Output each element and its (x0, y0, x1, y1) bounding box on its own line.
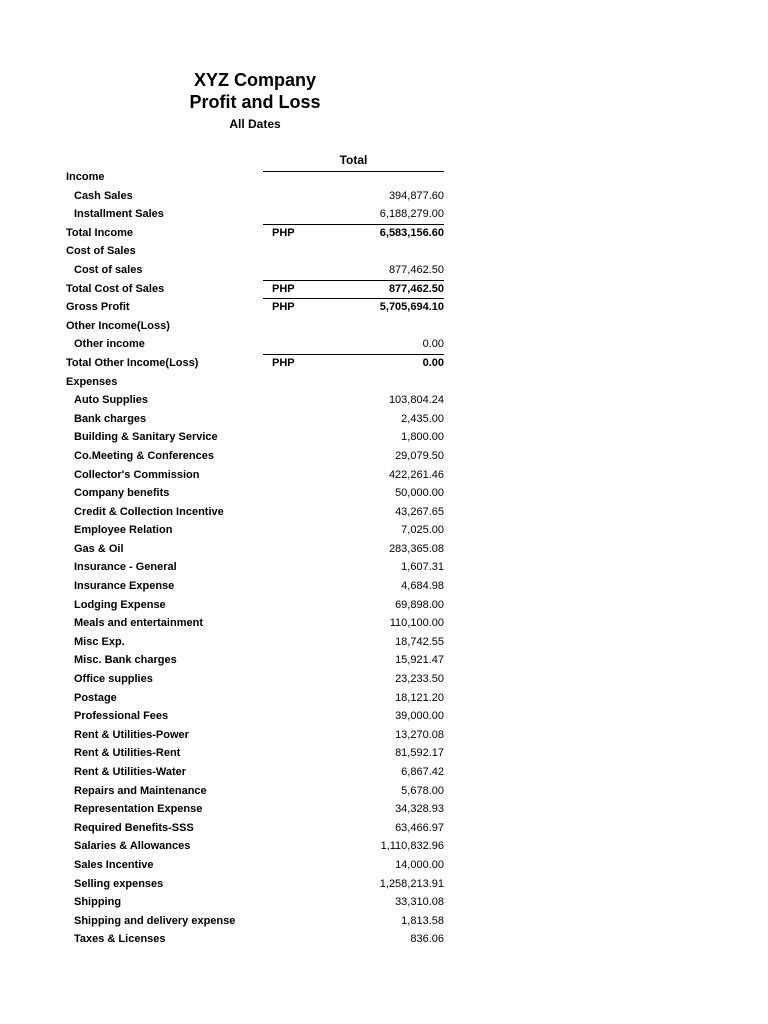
line-item-row (0, 707, 768, 726)
row-amount: 7,025.00 (401, 524, 444, 537)
line-item-row (0, 930, 768, 949)
row-label: Total Cost of Sales (66, 282, 165, 295)
line-item-row (0, 800, 768, 819)
row-amount: 422,261.46 (388, 468, 444, 481)
row-label: Cash Sales (74, 189, 133, 202)
line-item-row (0, 670, 768, 689)
line-item-row (0, 205, 768, 224)
line-item-row (0, 521, 768, 540)
row-amount: 29,079.50 (395, 449, 444, 462)
line-item-row (0, 261, 768, 280)
line-item-row (0, 726, 768, 745)
row-label: Misc Exp. (74, 635, 125, 648)
line-item-row (0, 782, 768, 801)
report-rows (0, 168, 768, 949)
report-title: Profit and Loss (189, 92, 321, 112)
row-label: Other Income(Loss) (66, 319, 170, 332)
row-amount: 15,921.47 (395, 654, 444, 667)
row-label: Auto Supplies (74, 394, 148, 407)
row-label: Taxes & Licenses (74, 933, 166, 946)
row-label: Collector's Commission (74, 468, 200, 481)
row-label: Insurance - General (74, 561, 177, 574)
row-label: Company benefits (74, 487, 170, 500)
row-amount: 23,233.50 (395, 673, 444, 686)
row-label: Postage (74, 691, 117, 704)
line-item-row (0, 540, 768, 559)
row-label: Sales Incentive (74, 858, 154, 871)
row-label: Rent & Utilities-Water (74, 766, 187, 778)
row-amount: 81,592.17 (395, 747, 444, 760)
row-label: Installment Sales (74, 208, 164, 221)
line-item-row (0, 558, 768, 577)
row-amount: 1,607.31 (401, 561, 444, 574)
row-amount: 2,435.00 (401, 412, 444, 425)
line-item-row (0, 335, 768, 354)
row-amount: 5,678.00 (401, 784, 444, 797)
line-item-row (0, 837, 768, 856)
row-label: Credit & Collection Incentive (74, 505, 224, 518)
row-label: Rent & Utilities-Power (74, 728, 189, 741)
row-label: Representation Expense (74, 803, 203, 816)
row-amount: 63,466.97 (395, 821, 444, 834)
row-amount: 50,000.00 (395, 487, 444, 500)
line-item-row (0, 447, 768, 466)
line-item-row (0, 912, 768, 931)
row-currency: PHP (272, 356, 295, 369)
row-label: Gas & Oil (74, 542, 124, 555)
section-header-row (0, 242, 768, 261)
row-label: Office supplies (74, 673, 153, 686)
row-label: Selling expenses (74, 877, 164, 890)
line-item-row (0, 428, 768, 447)
row-amount: 283,365.08 (388, 542, 444, 555)
line-item-row (0, 391, 768, 410)
row-label: Gross Profit (66, 301, 130, 314)
line-item-row (0, 503, 768, 522)
line-item-row (0, 577, 768, 596)
row-amount: 110,100.00 (389, 617, 444, 630)
row-amount: 394,877.60 (388, 189, 444, 202)
row-amount: 0.00 (422, 338, 444, 351)
line-item-row (0, 651, 768, 670)
line-item-row (0, 893, 768, 912)
row-amount: 18,121.20 (395, 691, 444, 704)
line-item-row (0, 410, 768, 429)
row-currency: PHP (272, 226, 295, 239)
row-label: Expenses (66, 375, 118, 388)
row-currency: PHP (272, 282, 295, 295)
row-amount: 34,328.93 (395, 803, 444, 816)
row-label: Co.Meeting & Conferences (74, 449, 214, 462)
report-period: All Dates (229, 117, 281, 131)
line-item-row (0, 763, 768, 782)
row-amount: 6,188,279.00 (379, 208, 444, 221)
row-amount: 13,270.08 (395, 728, 444, 741)
row-amount: 14,000.00 (395, 858, 444, 871)
row-label: Lodging Expense (74, 598, 166, 611)
row-label: Total Other Income(Loss) (66, 356, 199, 369)
row-label: Rent & Utilities-Rent (74, 747, 181, 760)
row-label: Professional Fees (74, 710, 169, 723)
row-amount: 1,258,213.91 (379, 877, 444, 890)
section-header-row (0, 373, 768, 392)
total-row (0, 354, 768, 373)
line-item-row (0, 187, 768, 206)
row-label: Cost of Sales (66, 245, 136, 258)
line-item-row (0, 596, 768, 615)
row-amount: 18,742.55 (395, 635, 444, 648)
line-item-row (0, 744, 768, 763)
row-amount: 39,000.00 (395, 710, 444, 723)
row-amount: 5,705,694.10 (379, 301, 444, 314)
line-item-row (0, 819, 768, 838)
row-label: Bank charges (74, 412, 147, 425)
section-header-row (0, 168, 768, 187)
row-label: Insurance Expense (74, 580, 175, 593)
total-row (0, 280, 768, 299)
row-amount: 4,684.98 (401, 580, 444, 593)
row-label: Total Income (66, 226, 134, 239)
row-amount: 0.00 (422, 356, 444, 369)
line-item-row (0, 614, 768, 633)
line-item-row (0, 856, 768, 875)
row-amount: 6,583,156.60 (379, 226, 444, 239)
row-amount: 1,110,832.96 (380, 840, 444, 853)
total-row (0, 298, 768, 317)
row-currency: PHP (272, 301, 295, 314)
section-header-row (0, 317, 768, 336)
line-item-row (0, 689, 768, 708)
row-label: Meals and entertainment (74, 617, 203, 630)
line-item-row (0, 466, 768, 485)
row-amount: 43,267.65 (395, 505, 444, 518)
row-label: Required Benefits-SSS (74, 821, 194, 834)
row-label: Shipping and delivery expense (74, 914, 236, 927)
row-amount: 836.06 (410, 933, 444, 946)
row-amount: 6,867.42 (401, 766, 444, 778)
row-label: Repairs and Maintenance (74, 784, 207, 797)
row-amount: 33,310.08 (395, 896, 444, 909)
row-label: Shipping (74, 896, 122, 909)
column-header-total: Total (339, 153, 368, 167)
company-name: XYZ Company (193, 70, 317, 90)
row-label: Cost of sales (74, 263, 143, 276)
row-label: Salaries & Allowances (74, 840, 191, 853)
row-amount: 1,800.00 (401, 431, 444, 444)
row-amount: 69,898.00 (395, 598, 444, 611)
row-amount: 877,462.50 (388, 282, 444, 295)
row-amount: 877,462.50 (388, 263, 444, 276)
row-label: Other income (74, 338, 145, 351)
row-amount: 1,813.58 (401, 914, 444, 927)
line-item-row (0, 875, 768, 894)
total-row (0, 224, 768, 243)
row-label: Misc. Bank charges (74, 654, 177, 667)
row-label: Employee Relation (74, 524, 173, 537)
row-label: Income (66, 171, 105, 183)
row-label: Building & Sanitary Service (74, 431, 218, 444)
row-amount: 103,804.24 (388, 394, 444, 407)
line-item-row (0, 484, 768, 503)
line-item-row (0, 633, 768, 652)
